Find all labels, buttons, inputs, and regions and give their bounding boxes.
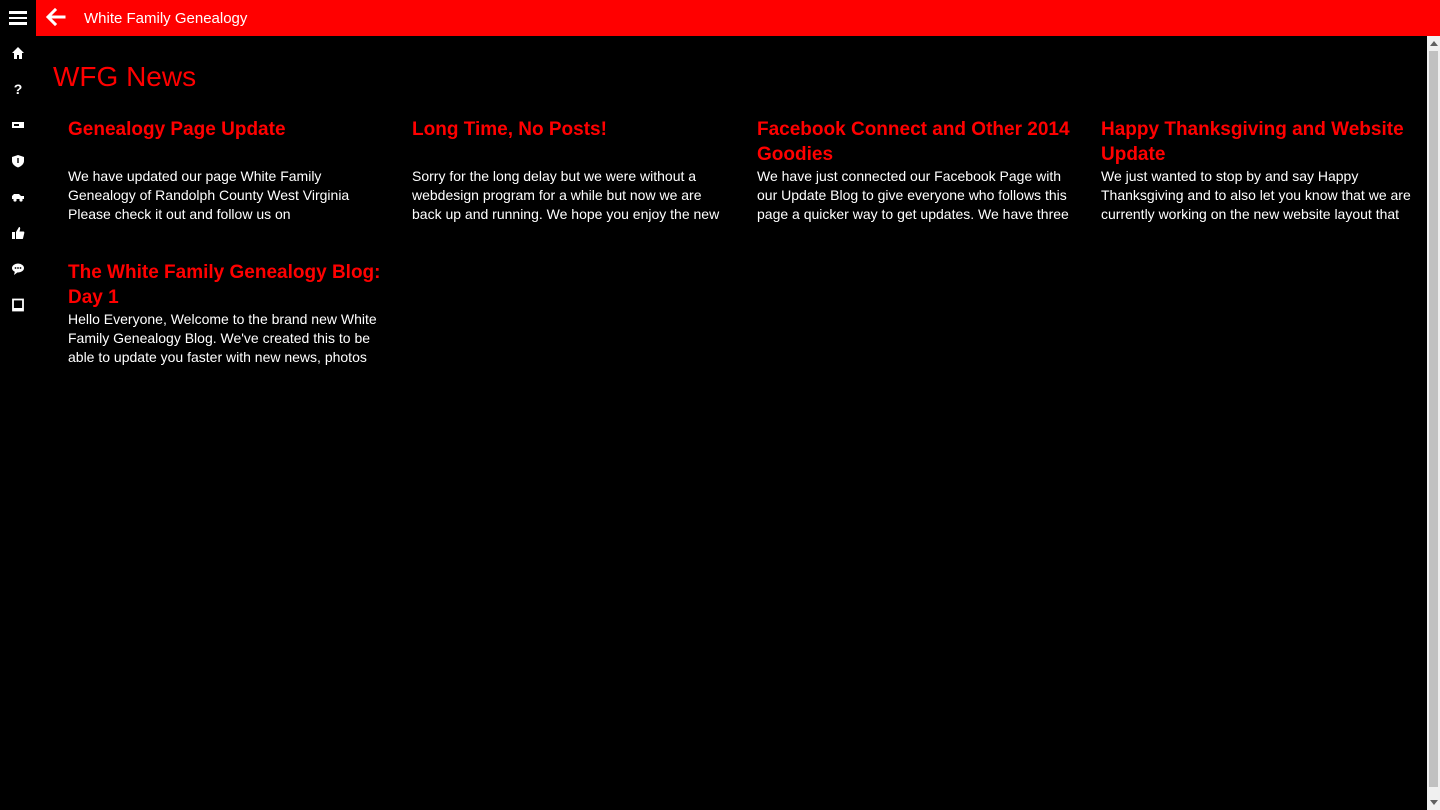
title-bar: [0, 0, 1440, 36]
home-icon: [11, 46, 25, 60]
vertical-scrollbar[interactable]: [1427, 36, 1440, 810]
back-arrow-icon[interactable]: [44, 6, 66, 28]
news-tile-excerpt: Sorry for the long delay but we were without a webdesign program for a while but now we are back up and running. We hope you enjoy the new: [412, 168, 720, 222]
ticket-icon: [11, 118, 25, 132]
page-title: WFG News: [53, 61, 197, 92]
app-title: White Family Genealogy: [84, 10, 248, 27]
news-tile-excerpt: We just wanted to stop by and say Happy Thanksgiving and to also let you know that we are currently working on the new website layout that: [1101, 168, 1411, 222]
news-tile[interactable]: [68, 260, 388, 367]
news-tile-excerpt: We have updated our page White Family Genealogy of Randolph County West Virginia Please check it out and follow us on: [68, 168, 350, 222]
news-tile-title: Happy Thanksgiving and Website Update: [1101, 119, 1404, 165]
sidebar-item-chat[interactable]: [0, 254, 36, 284]
scrollbar-thumb[interactable]: [1429, 51, 1438, 787]
hamburger-menu-icon[interactable]: [0, 0, 36, 36]
news-tile[interactable]: [68, 117, 388, 224]
sidebar-item-like[interactable]: [0, 218, 36, 248]
news-tile-title: Long Time, No Posts!: [412, 119, 607, 140]
sidebar-item-help[interactable]: [0, 74, 36, 104]
sidebar: [0, 36, 36, 810]
news-tile-excerpt: Hello Everyone, Welcome to the brand new White Family Genealogy Blog. We've created this to be able to update you faster with new news, photos: [68, 311, 377, 365]
news-tile-title: Genealogy Page Update: [68, 119, 286, 140]
sidebar-item-car[interactable]: [0, 182, 36, 212]
sidebar-item-ticket[interactable]: [0, 110, 36, 140]
news-tile[interactable]: [1101, 117, 1421, 224]
news-tile-title: Facebook Connect and Other 2014 Goodies: [757, 119, 1070, 165]
question-icon: ?: [13, 81, 23, 97]
chat-icon: [11, 262, 25, 276]
news-tile[interactable]: [757, 117, 1077, 224]
car-icon: [11, 190, 25, 204]
news-tile[interactable]: [412, 117, 732, 224]
news-tile-title: The White Family Genealogy Blog: Day 1: [68, 262, 381, 308]
sidebar-item-home[interactable]: [0, 38, 36, 68]
sidebar-item-shield[interactable]: [0, 146, 36, 176]
tablet-icon: [11, 298, 25, 312]
news-tile-excerpt: We have just connected our Facebook Page with our Update Blog to give everyone who follows this page a quicker way to get updates. We have three: [757, 168, 1069, 222]
scroll-up-icon[interactable]: [1427, 36, 1440, 50]
thumbs-up-icon: [11, 226, 25, 240]
sidebar-item-tablet[interactable]: [0, 290, 36, 320]
shield-icon: [11, 154, 25, 168]
scroll-down-icon[interactable]: [1427, 796, 1440, 810]
